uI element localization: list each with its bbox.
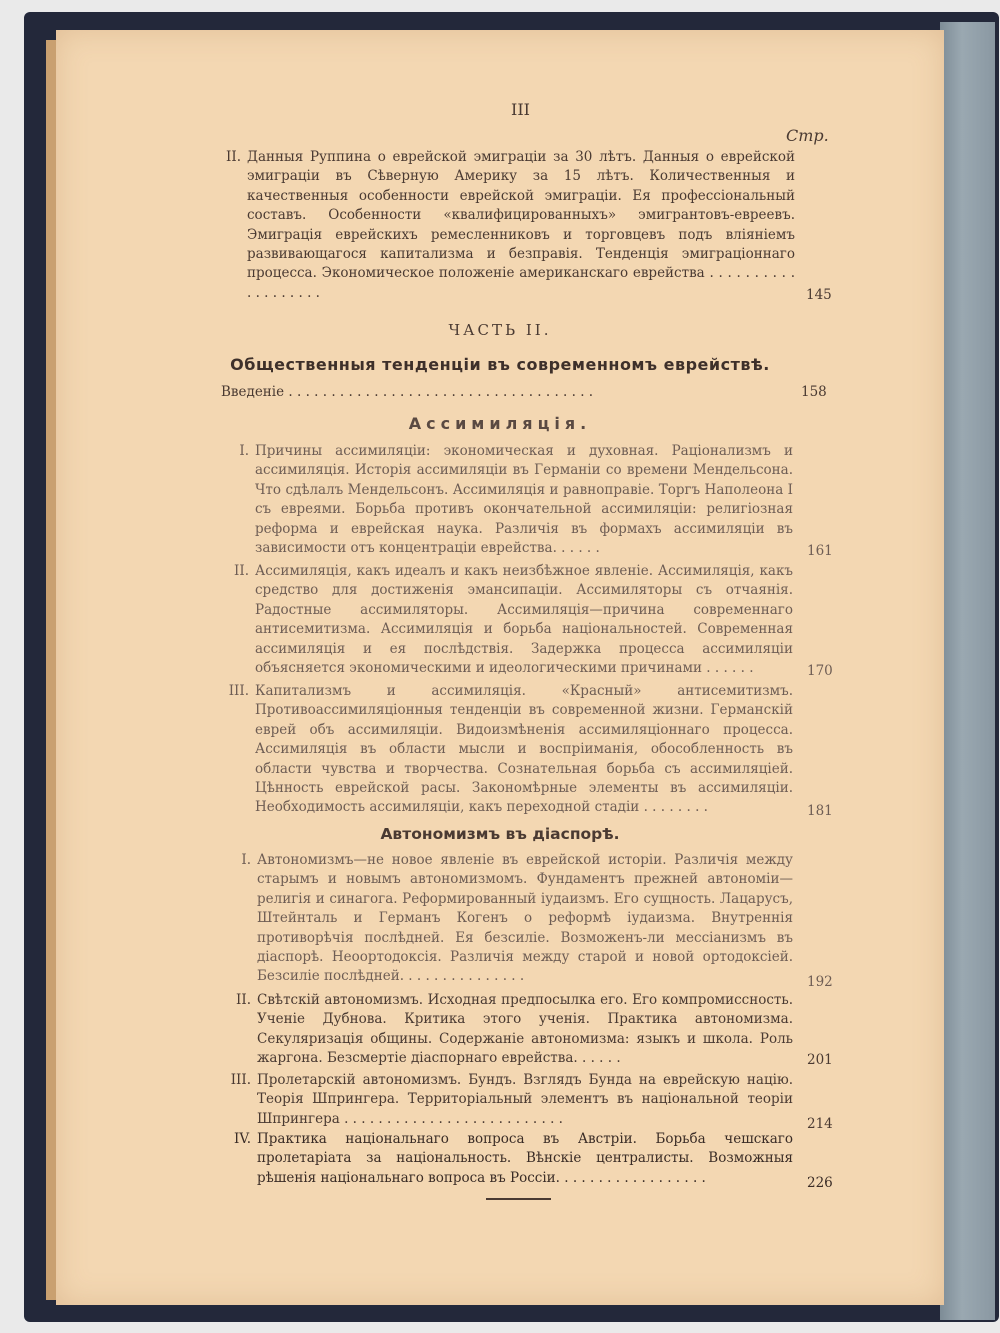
toc-entry xyxy=(221,442,841,562)
toc-entry xyxy=(221,1071,841,1131)
entry-page: 201 xyxy=(807,1052,833,1068)
entry-number: II. xyxy=(234,563,249,579)
book-page xyxy=(56,30,944,1305)
entry-page: 170 xyxy=(807,663,833,679)
part-title: Общественныя тенденціи въ современномъ еврействѣ. xyxy=(230,355,770,374)
entry-text: Капитализмъ и ассимиляція. «Красный» антисемитизмъ. Противоассимиляціонныя тенденціи въ современной жизни. Германскій еврей объ ассимиляціи. Видоизмѣненія ассимиляціоннаго процесса. Ассимиляція въ области мысли и воспріиманія, обособленность въ области чувства и творчества. Сознательная борьба съ ассимиляціей. Цѣнность еврейской расы. Закономѣрные элементы въ ассимиляціи. Необходимость ассимиляціи, какъ переходной стадіи . . . . . . . . xyxy=(255,683,793,816)
entry-text: Свѣтскій автономизмъ. Исходная предпосылка его. Его компромиссность. Ученіе Дубнова. Критика этого ученія. Практика автономизма. Секуляризація общины. Содержаніе автономизма: языкъ и школа. Роль жаргона. Безсмертіе діаспорнаго еврейства. . . . . . xyxy=(257,992,793,1067)
entry-page: 145 xyxy=(806,287,832,303)
entry-text: Причины ассимиляціи: экономическая и духовная. Раціонализмъ и ассимиляція. Исторія ассимиляціи въ Германіи со времени Мендельсона. Что сдѣлалъ Мендельсонъ. Ассимиляція и равноправіе. Торгъ Наполеона I съ евреями. Борьба противъ окончательной ассимиляціи: религіозная реформа и еврейская наука. Различія въ формахъ ассимиляціи въ зависимости отъ концентраціи еврейства. . . . . . xyxy=(255,443,793,557)
entry-number: IV. xyxy=(233,1131,251,1147)
section-title-autonomism: Автономизмъ въ діаспорѣ. xyxy=(380,825,620,843)
entry-page: 192 xyxy=(807,974,833,990)
entry-text: Пролетарскій автономизмъ. Бундъ. Взглядъ Бунда на еврейскую націю. Теорія Шпрингера. Территоріальный элементъ въ національной теоріи Шпрингера . . . . . . . . . . . . . . . . . . . . . . . . . . xyxy=(257,1072,793,1127)
toc-entry-intro xyxy=(221,383,841,402)
toc-entry xyxy=(221,1130,841,1190)
entry-page: 161 xyxy=(807,543,833,559)
entry-number: III. xyxy=(228,683,249,699)
toc-entry xyxy=(221,991,841,1071)
entry-text: Ассимиляція, какъ идеалъ и какъ неизбѣжное явленіе. Ассимиляція, какъ средство для достиженія эмансипаціи. Ассимиляторы съ отчаянія. Радостные ассимиляторы. Ассимиляція—причина современнаго антисемитизма. Ассимиляція и борьба національностей. Современная ассимиляція и ея послѣдствія. Задержка процесса ассимиляціи объясняется экономическими и идеологическими причинами . . . . . . xyxy=(255,563,793,677)
entry-number: I. xyxy=(239,443,249,459)
page-number: III xyxy=(511,100,530,119)
closing-rule xyxy=(486,1198,551,1200)
toc-entry xyxy=(221,562,841,682)
entry-number: II. xyxy=(236,992,251,1008)
part-heading: ЧАСТЬ II. xyxy=(448,321,552,339)
entry-text: Автономизмъ—не новое явленіе въ еврейской исторіи. Различія между старымъ и новымъ автономизмомъ. Фундаментъ прежней автономіи—религія и синагога. Реформированный іудаизмъ. Его сущность. Лацарусъ, Штейнталь и Германъ Когенъ о реформѣ іудаизма. Внутреннія противорѣчія послѣдней. Ея безсиліе. Возможенъ-ли мессіанизмъ въ діаспорѣ. Неоортодоксія. Различія между старой и новой ортодоксіей. Безсиліе послѣдней. . . . . . . . . . . . . . . xyxy=(257,852,793,985)
toc-entry xyxy=(221,682,841,822)
entry-text: Данныя Руппина о еврейской эмиграціи за 30 лѣтъ. Данныя о еврейской эмиграціи въ Сѣверную Америку за 15 лѣтъ. Количественныя и качественныя особенности еврейской эмиграціи. Ея профессіональный составъ. Особенности «квалифицированныхъ» эмигрантовъ-евреевъ. Эмиграція еврейскихъ ремесленниковъ и торговцевъ подъ вліяніемъ развивающагося капитализма и безправія. Тенденція эмиграціоннаго процесса. Экономическое положеніе американскаго еврейства . . . . . . . . . . . . . . . . . . . xyxy=(247,149,795,301)
column-label: Стр. xyxy=(786,126,829,145)
intro-label: Введеніе . . . . . . . . . . . . . . . . . . . . . . . . . . . . . . . . . . . . xyxy=(221,384,594,400)
entry-page: 226 xyxy=(807,1175,833,1191)
entry-number: I. xyxy=(241,852,251,868)
intro-page: 158 xyxy=(801,384,827,400)
section-title-assimilation: Ассимиляція. xyxy=(408,414,592,433)
entry-page: 214 xyxy=(807,1116,833,1132)
entry-number: III. xyxy=(230,1072,251,1088)
entry-page: 181 xyxy=(807,803,833,819)
toc-entry xyxy=(221,148,841,318)
entry-number: II. xyxy=(226,149,241,165)
cover-cloth-edge xyxy=(940,22,995,1320)
toc-entry xyxy=(221,851,841,991)
entry-text: Практика національнаго вопроса въ Австріи. Борьба чешскаго пролетаріата за національность. Вѣнскіе централисты. Возможныя рѣшенія національнаго вопроса въ Россіи. . . . . . . . . . . . . . . . . . xyxy=(257,1131,793,1186)
